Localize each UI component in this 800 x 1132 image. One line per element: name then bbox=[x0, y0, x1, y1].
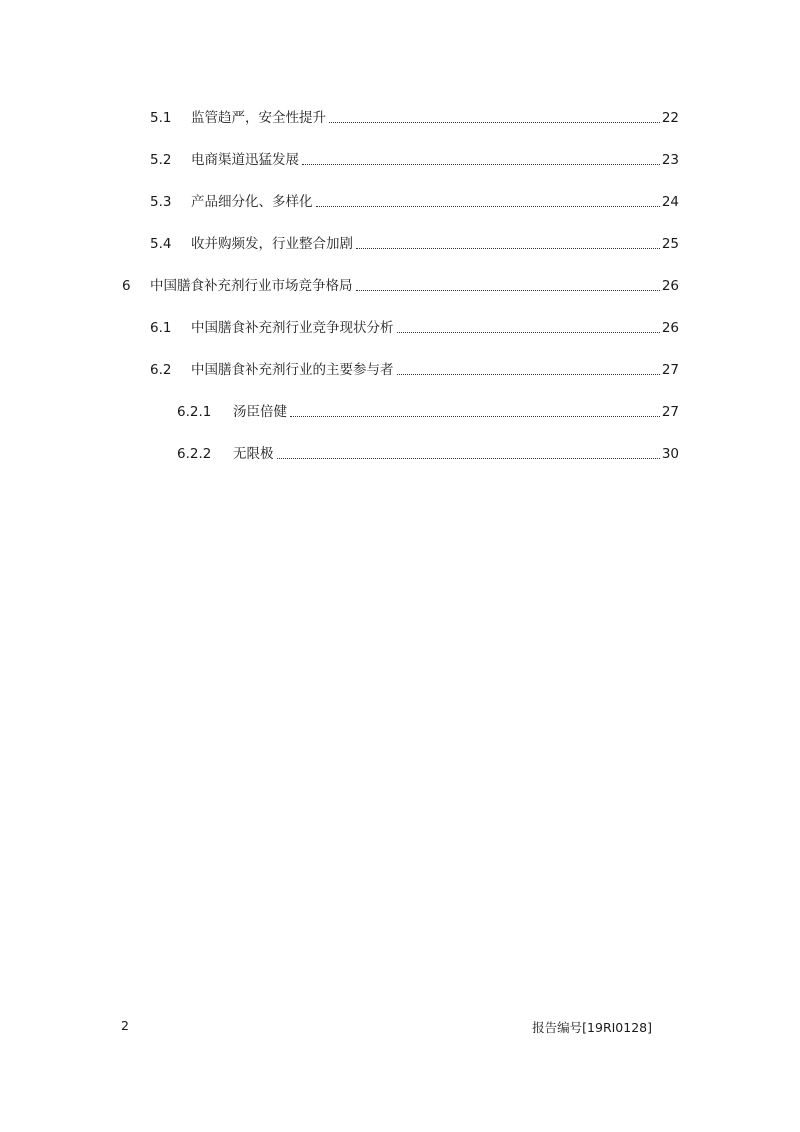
toc-entry-page: 26 bbox=[661, 278, 679, 294]
toc-dot-leader bbox=[329, 121, 660, 123]
toc-entry-title: 电商渠道迅猛发展 bbox=[191, 152, 299, 168]
toc-entry-5-4[interactable] bbox=[150, 234, 679, 254]
toc-entry-number: 6.2.2 bbox=[177, 446, 212, 462]
toc-entry-page: 26 bbox=[661, 320, 679, 336]
toc-entry-number: 5.3 bbox=[150, 194, 172, 210]
toc-entry-number: 5.2 bbox=[150, 152, 172, 168]
toc-entry-6-2-2[interactable] bbox=[177, 444, 679, 464]
toc-entry-number: 6 bbox=[122, 278, 131, 294]
toc-entry-page: 22 bbox=[661, 110, 679, 126]
toc-dot-leader bbox=[290, 415, 660, 417]
toc-entry-page: 30 bbox=[661, 446, 679, 462]
toc-entry-number: 6.2.1 bbox=[177, 404, 212, 420]
toc-entry-page: 23 bbox=[661, 152, 679, 168]
toc-dot-leader bbox=[356, 247, 660, 249]
toc-entry-title: 中国膳食补充剂行业的主要参与者 bbox=[191, 362, 394, 378]
toc-dot-leader bbox=[302, 163, 660, 165]
toc-entry-title: 中国膳食补充剂行业竞争现状分析 bbox=[191, 320, 394, 336]
toc-entry-5-1[interactable] bbox=[150, 108, 679, 128]
toc-entry-5-2[interactable] bbox=[150, 150, 679, 170]
toc-dot-leader bbox=[397, 373, 660, 375]
toc-entry-title: 中国膳食补充剂行业市场竞争格局 bbox=[150, 278, 353, 294]
toc-entry-title: 收并购频发，行业整合加剧 bbox=[191, 236, 353, 252]
toc-entry-page: 25 bbox=[661, 236, 679, 252]
toc-entry-title: 产品细分化、多样化 bbox=[191, 194, 313, 210]
toc-entry-6[interactable] bbox=[122, 276, 679, 296]
footer-report-id: 报告编号[19RI0128] bbox=[532, 1020, 652, 1035]
toc-entry-number: 5.1 bbox=[150, 110, 172, 126]
toc-dot-leader bbox=[316, 205, 660, 207]
toc-entry-6-2[interactable] bbox=[150, 360, 679, 380]
toc-entry-6-2-1[interactable] bbox=[177, 402, 679, 422]
toc-entry-page: 24 bbox=[661, 194, 679, 210]
toc-entry-number: 5.4 bbox=[150, 236, 172, 252]
toc-dot-leader bbox=[356, 289, 660, 291]
toc-dot-leader bbox=[397, 331, 660, 333]
toc-entry-title: 无限极 bbox=[233, 446, 274, 462]
toc-entry-title: 监管趋严，安全性提升 bbox=[191, 110, 326, 126]
toc-entry-5-3[interactable] bbox=[150, 192, 679, 212]
toc-dot-leader bbox=[277, 457, 660, 459]
toc-entry-page: 27 bbox=[661, 404, 679, 420]
toc-entry-title: 汤臣倍健 bbox=[233, 404, 287, 420]
toc-entry-number: 6.2 bbox=[150, 362, 172, 378]
toc-entry-page: 27 bbox=[661, 362, 679, 378]
toc-entry-number: 6.1 bbox=[150, 320, 172, 336]
footer-page-number: 2 bbox=[121, 1018, 129, 1033]
toc-entry-6-1[interactable] bbox=[150, 318, 679, 338]
